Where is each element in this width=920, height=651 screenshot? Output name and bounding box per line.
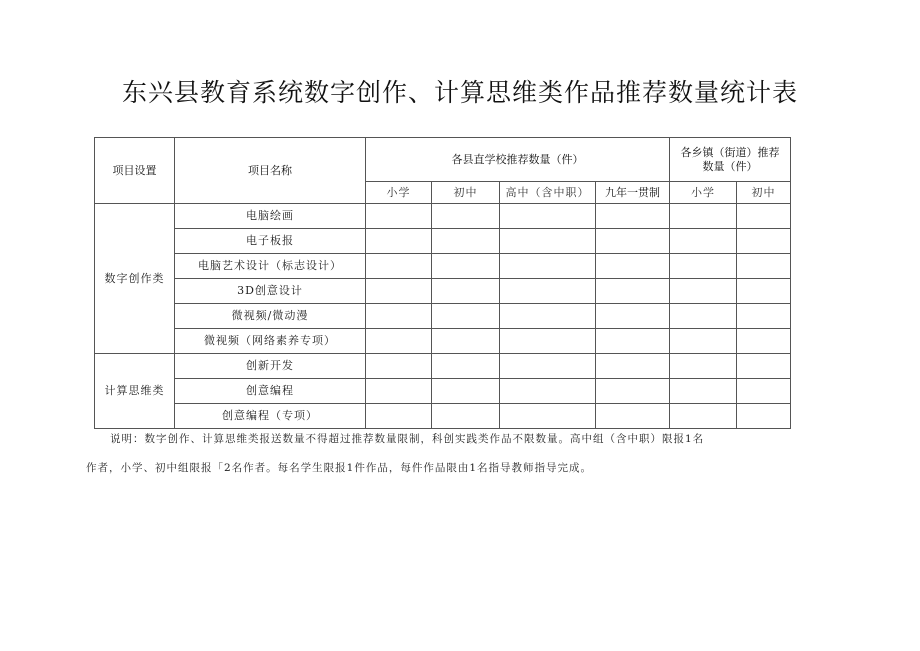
header-category: 项目设置	[95, 138, 175, 204]
count-cell[interactable]	[737, 329, 791, 354]
header-county-schools: 各县直学校推荐数量（件）	[366, 138, 670, 182]
count-cell[interactable]	[596, 379, 670, 404]
count-cell[interactable]	[500, 279, 596, 304]
count-cell[interactable]	[670, 329, 737, 354]
count-cell[interactable]	[737, 304, 791, 329]
count-cell[interactable]	[670, 204, 737, 229]
count-cell[interactable]	[366, 279, 432, 304]
count-cell[interactable]	[432, 204, 500, 229]
count-cell[interactable]	[596, 229, 670, 254]
item-name: 电脑绘画	[175, 204, 366, 229]
note-line-2: 作者，小学、初中组限报「2名作者。每名学生限报1件作品，每件作品限由1名指导教师指导完成。	[86, 462, 593, 474]
count-cell[interactable]	[432, 404, 500, 429]
count-cell[interactable]	[670, 379, 737, 404]
count-cell[interactable]	[596, 329, 670, 354]
count-cell[interactable]	[670, 304, 737, 329]
count-cell[interactable]	[432, 379, 500, 404]
count-cell[interactable]	[432, 279, 500, 304]
count-cell[interactable]	[500, 379, 596, 404]
count-cell[interactable]	[596, 254, 670, 279]
item-name: 微视频/微动漫	[175, 304, 366, 329]
count-cell[interactable]	[366, 254, 432, 279]
header-project-name: 项目名称	[175, 138, 366, 204]
item-name: 电子板报	[175, 229, 366, 254]
subheader-junior: 初中	[432, 182, 500, 204]
count-cell[interactable]	[737, 229, 791, 254]
count-cell[interactable]	[366, 204, 432, 229]
count-cell[interactable]	[670, 354, 737, 379]
item-name: 3D创意设计	[175, 279, 366, 304]
count-cell[interactable]	[500, 254, 596, 279]
count-cell[interactable]	[500, 354, 596, 379]
count-cell[interactable]	[596, 204, 670, 229]
count-cell[interactable]	[432, 254, 500, 279]
count-cell[interactable]	[670, 279, 737, 304]
count-cell[interactable]	[432, 304, 500, 329]
item-name: 电脑艺术设计（标志设计）	[175, 254, 366, 279]
count-cell[interactable]	[670, 404, 737, 429]
category-computational-thinking: 计算思维类	[95, 354, 175, 429]
count-cell[interactable]	[366, 229, 432, 254]
count-cell[interactable]	[366, 304, 432, 329]
count-cell[interactable]	[670, 229, 737, 254]
category-digital-creation: 数字创作类	[95, 204, 175, 354]
count-cell[interactable]	[596, 404, 670, 429]
page-title: 东兴县教育系统数字创作、计算思维类作品推荐数量统计表	[121, 78, 798, 107]
count-cell[interactable]	[366, 354, 432, 379]
count-cell[interactable]	[737, 379, 791, 404]
count-cell[interactable]	[432, 354, 500, 379]
count-cell[interactable]	[737, 354, 791, 379]
count-cell[interactable]	[500, 204, 596, 229]
count-cell[interactable]	[500, 229, 596, 254]
count-cell[interactable]	[366, 379, 432, 404]
count-cell[interactable]	[737, 279, 791, 304]
statistics-table	[94, 137, 791, 429]
count-cell[interactable]	[366, 329, 432, 354]
count-cell[interactable]	[596, 279, 670, 304]
subheader-senior: 高中（含中职）	[500, 182, 596, 204]
count-cell[interactable]	[366, 404, 432, 429]
count-cell[interactable]	[737, 204, 791, 229]
count-cell[interactable]	[596, 354, 670, 379]
subheader-town-primary: 小学	[670, 182, 737, 204]
subheader-town-junior: 初中	[737, 182, 791, 204]
count-cell[interactable]	[737, 404, 791, 429]
count-cell[interactable]	[670, 254, 737, 279]
subheader-primary: 小学	[366, 182, 432, 204]
count-cell[interactable]	[500, 304, 596, 329]
item-name: 微视频（网络素养专项）	[175, 329, 366, 354]
item-name: 创意编程	[175, 379, 366, 404]
count-cell[interactable]	[596, 304, 670, 329]
count-cell[interactable]	[500, 404, 596, 429]
subheader-nine-year: 九年一贯制	[596, 182, 670, 204]
header-towns: 各乡镇（街道）推荐数量（件）	[670, 138, 791, 182]
count-cell[interactable]	[432, 229, 500, 254]
item-name: 创意编程（专项）	[175, 404, 366, 429]
count-cell[interactable]	[737, 254, 791, 279]
count-cell[interactable]	[432, 329, 500, 354]
note-line-1: 说明：数字创作、计算思维类报送数量不得超过推荐数量限制，科创实践类作品不限数量。高中组（含中职）限报1名	[110, 433, 705, 445]
item-name: 创新开发	[175, 354, 366, 379]
count-cell[interactable]	[500, 329, 596, 354]
